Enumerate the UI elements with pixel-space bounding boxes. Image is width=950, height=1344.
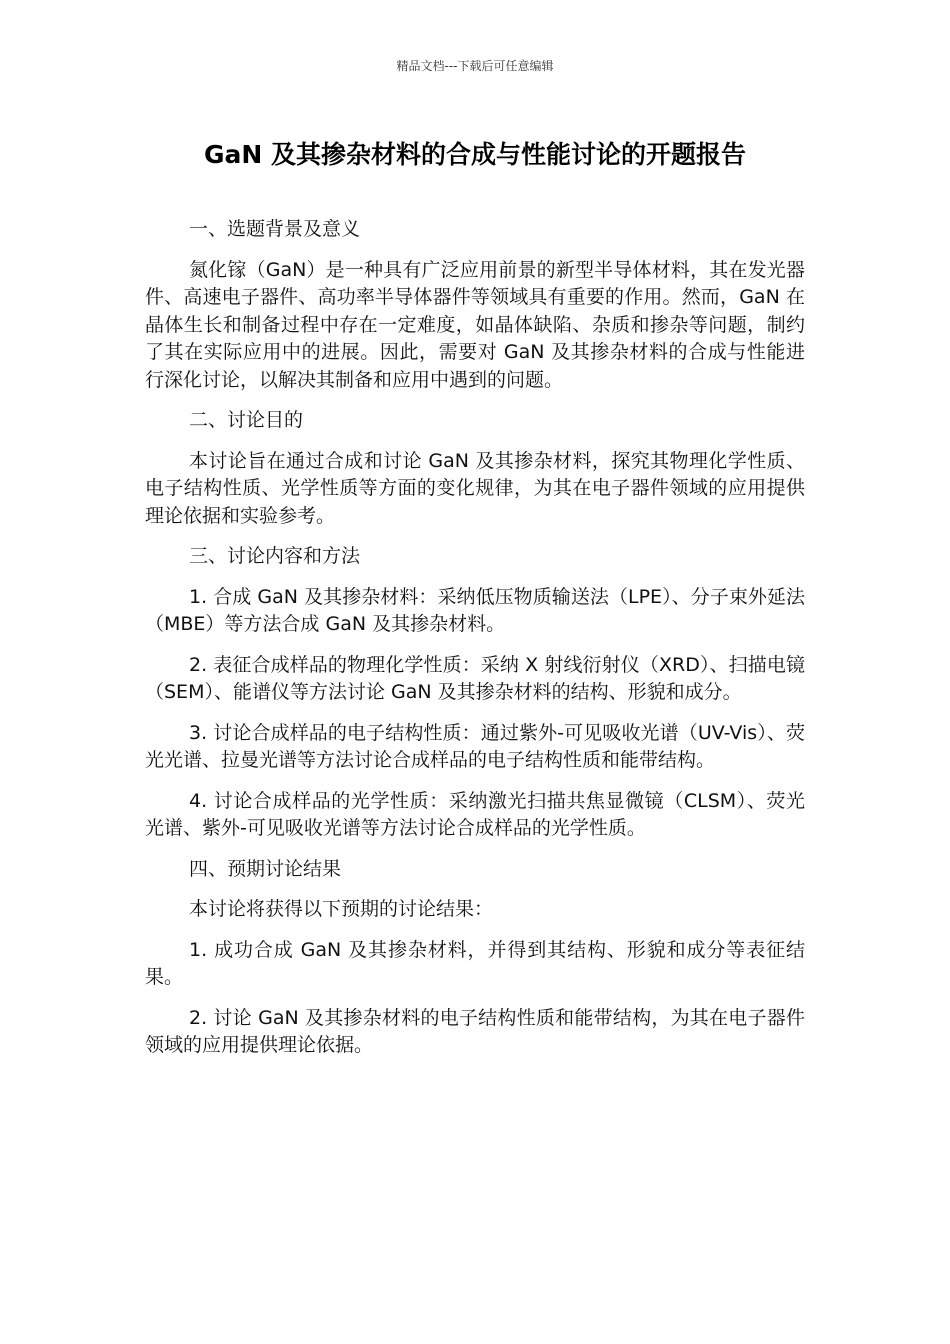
paragraph-results-intro: 本讨论将获得以下预期的讨论结果： [189, 898, 494, 920]
section-heading-expected-results: 四、预期讨论结果 [189, 857, 342, 880]
section-heading-purpose: 二、讨论目的 [189, 409, 304, 431]
section-heading-background: 一、选题背景及意义 [189, 218, 361, 240]
list-item-method-4: 4. 讨论合成样品的光学性质：采纳激光扫描共焦显微镜（CLSM）、荧光光谱、紫外-可见吸收光谱等方法讨论合成样品的光学性质。 [145, 789, 805, 839]
document-body [145, 216, 805, 1073]
section-heading-methods: 三、讨论内容和方法 [189, 545, 361, 567]
list-item-method-3: 3. 讨论合成样品的电子结构性质：通过紫外-可见吸收光谱（UV-Vis）、荧光光谱、拉曼光谱等方法讨论合成样品的电子结构性质和能带结构。 [145, 721, 805, 771]
list-item-method-2: 2. 表征合成样品的物理化学性质：采纳 X 射线衍射仪（XRD）、扫描电镜（SEM）、能谱仪等方法讨论 GaN 及其掺杂材料的结构、形貌和成分。 [145, 653, 805, 703]
header-note: 精品文档---下载后可任意编辑 [396, 59, 554, 73]
paragraph-background: 氮化镓（GaN）是一种具有广泛应用前景的新型半导体材料，其在发光器件、高速电子器件、高功率半导体器件等领域具有重要的作用。然而，GaN 在晶体生长和制备过程中存在一定难度，如晶体缺陷、杂质和掺杂等问题，制约了其在实际应用中的进展。因此，需要对 GaN 及其掺杂材料的合成与性能进行深化讨论，以解决其制备和应用中遇到的问题。 [145, 258, 805, 391]
list-item-method-1: 1. 合成 GaN 及其掺杂材料：采纳低压物质输送法（LPE）、分子束外延法（MBE）等方法合成 GaN 及其掺杂材料。 [145, 585, 805, 635]
page-title: GaN 及其掺杂材料的合成与性能讨论的开题报告 [203, 140, 747, 169]
paragraph-purpose: 本讨论旨在通过合成和讨论 GaN 及其掺杂材料，探究其物理化学性质、电子结构性质、光学性质等方面的变化规律，为其在电子器件领域的应用提供理论依据和实验参考。 [145, 449, 805, 527]
list-item-result-1: 1. 成功合成 GaN 及其掺杂材料，并得到其结构、形貌和成分等表征结果。 [145, 938, 805, 988]
list-item-result-2: 2. 讨论 GaN 及其掺杂材料的电子结构性质和能带结构，为其在电子器件领域的应用提供理论依据。 [145, 1006, 805, 1056]
